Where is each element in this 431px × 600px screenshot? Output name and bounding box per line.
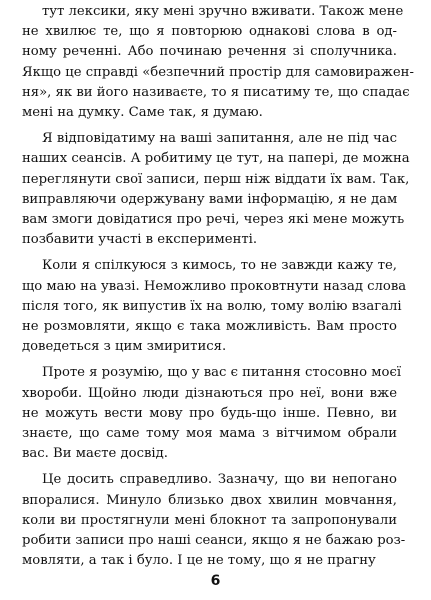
text-line: Я відповідатиму на ваші запитання, але не під час [42,131,397,147]
text-line: тут лексики, яку мені зручно вживати. Також мене [42,4,404,19]
text-line: виправляючи одержувану вами інформацію, я не дам [22,191,398,207]
text-line: мені на думку. Саме так, я думаю. [22,105,263,121]
text-line: що маю на увазі. Неможливо проковтнути назад слова [22,278,407,294]
text-line: мовляти, а так і було. І це не тому, що я не прагну [22,553,376,569]
text-line: ня», як ви його називаєте, то я писатиму те, що спадає [22,84,410,100]
text-line: коли ви простягнули мені блокнот та запропонували [22,512,397,528]
paragraph [22,129,410,250]
text-line: робити записи про наші сеанси, якщо я не бажаю роз- [22,533,406,549]
text-line: вас. Ви маєте досвід. [22,446,168,462]
text-line: впоралися. Минуло близько двох хвилин мовчання, [22,492,397,508]
text-line: доведеться з цим змиритися. [22,339,227,355]
paragraph [22,256,407,357]
body-text [22,2,414,577]
text-line: позбавити участі в експерименті. [22,232,258,248]
text-line: Коли я спілкуюся з кимось, то не завжди кажу те, [42,258,397,274]
text-line: наших сеансів. А робитиму це тут, на папері, де можна [22,151,410,167]
text-line: не можуть вести мову про будь-що інше. Певно, ви [22,405,397,421]
text-line: переглянути свої записи, перш ніж віддати їх вам. Так, [22,171,410,187]
text-line: не розмовляти, якщо є така можливість. Вам просто [22,319,397,335]
text-line: Це досить справедливо. Зазначу, що ви непогано [42,472,397,488]
page-number: 6 [210,573,221,589]
paragraph [22,2,414,123]
text-line: після того, як випустив їх на волю, тому волію взагалі [22,298,402,314]
paragraph [22,363,402,464]
text-line: Якщо це справді «безпечний простір для самовиражен- [22,64,414,80]
text-line: Проте я розумію, що у вас є питання стосовно моєї [42,365,402,381]
text-line: знаєте, що саме тому моя мама з вітчимом обрали [22,426,397,442]
text-line: не хвилює те, що я повторюю однакові слова в од- [22,24,397,40]
text-line: вам змоги довідатися про речі, через які мене можуть [22,212,405,228]
text-line: хвороби. Щойно люди дізнаються про неї, вони вже [22,385,397,401]
paragraph [22,470,406,571]
text-line: ному реченні. Або починаю речення зі сполучника. [22,44,397,60]
